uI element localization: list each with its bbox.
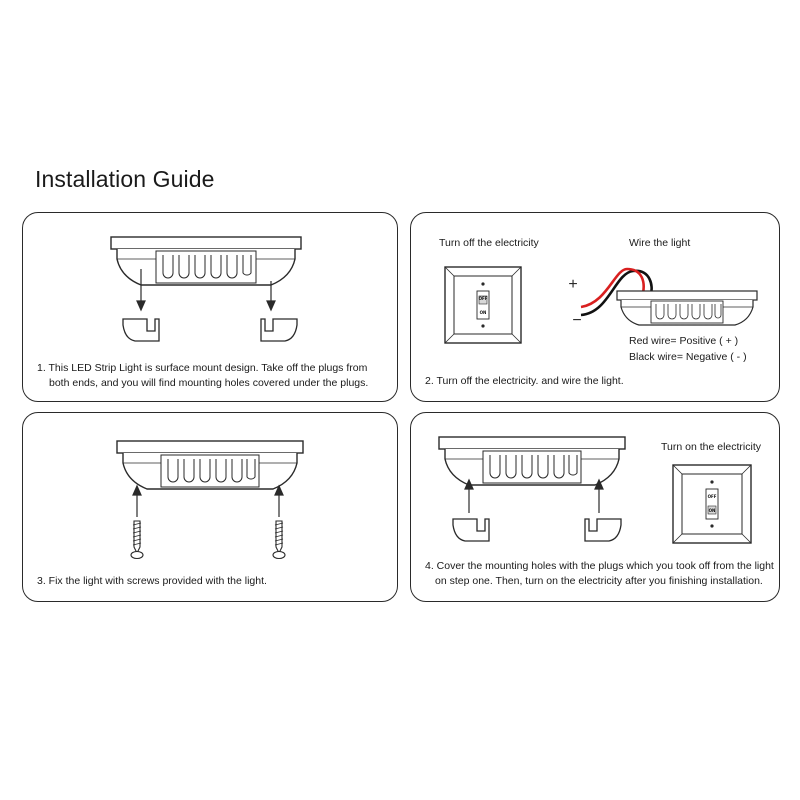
step-1-panel xyxy=(22,212,398,402)
black-wire-label: Black wire= Negative ( - ) xyxy=(629,351,747,363)
turn-off-label: Turn off the electricity xyxy=(439,237,539,249)
turn-on-label: Turn on the electricity xyxy=(661,441,761,453)
step-3-panel xyxy=(22,412,398,602)
switch-on-text: ON xyxy=(708,508,716,513)
arrow-up-icon xyxy=(133,486,141,517)
wired-light-illustration xyxy=(568,269,757,329)
minus-sign: − xyxy=(572,312,582,329)
end-plug-icon xyxy=(585,519,621,541)
step-2-panel xyxy=(410,212,780,402)
red-wire-label: Red wire= Positive ( + ) xyxy=(629,335,739,347)
arrow-up-icon xyxy=(275,486,283,517)
step-3-caption: 3. Fix the light with screws provided with the light. xyxy=(37,575,267,587)
switch-off-text: OFF xyxy=(478,296,488,301)
light-fixture xyxy=(117,441,303,489)
arrow-up-icon xyxy=(595,480,603,513)
light-fixture xyxy=(439,437,625,485)
switch-on-text: ON xyxy=(479,310,487,315)
switch-off-text: OFF xyxy=(707,494,717,499)
end-plug-icon xyxy=(261,319,297,341)
wire-light-label: Wire the light xyxy=(629,237,691,249)
step-4-panel xyxy=(410,412,780,602)
step-2-caption: 2. Turn off the electricity. and wire the light. xyxy=(425,375,624,387)
step-1-caption: 1. This LED Strip Light is surface mount design. Take off the plugs from both ends, and you will find mounting holes covered under the plugs. xyxy=(37,362,369,389)
light-fixture xyxy=(111,237,301,285)
end-plug-icon xyxy=(453,519,489,541)
arrow-up-icon xyxy=(465,480,473,513)
screw-icon xyxy=(131,521,143,559)
page-title: Installation Guide xyxy=(35,166,215,192)
screw-icon xyxy=(273,521,285,559)
end-plug-icon xyxy=(123,319,159,341)
wall-switch-on-icon xyxy=(673,465,751,543)
plus-sign: + xyxy=(568,276,578,293)
step-4-caption: 4. Cover the mounting holes with the plugs which you took off from the light on step one. Then, turn on the electricity after you finishing installation. xyxy=(425,560,774,587)
